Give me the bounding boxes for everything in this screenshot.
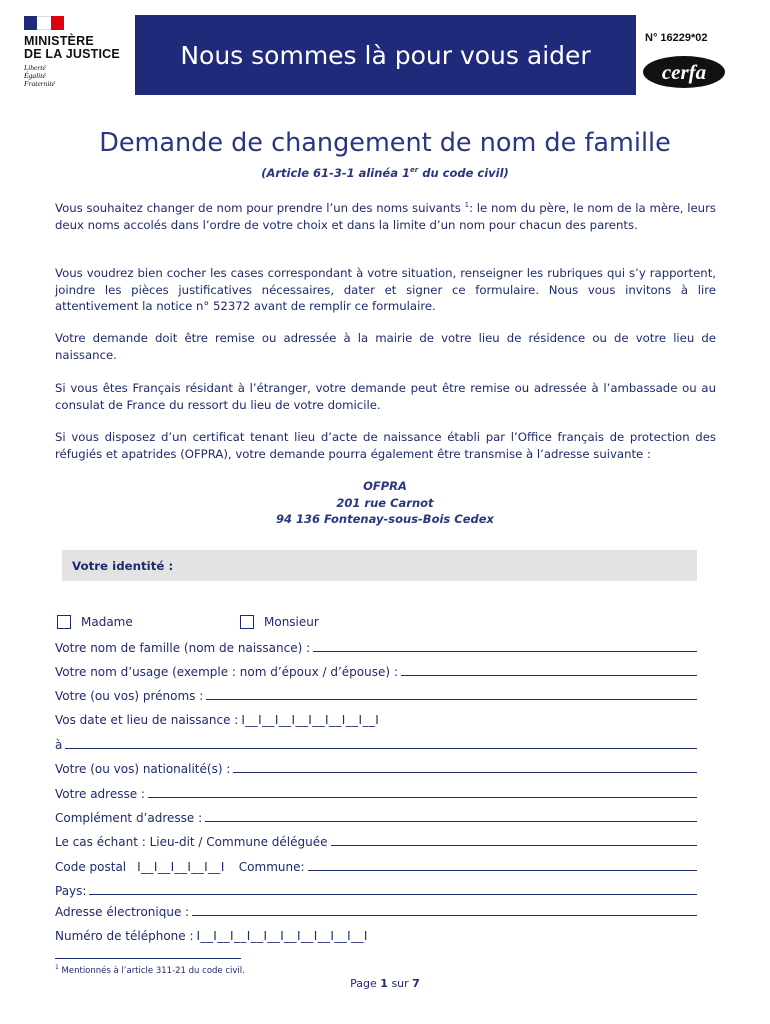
address-line-1: OFPRA (363, 479, 407, 493)
monsieur-checkbox[interactable] (240, 615, 254, 629)
flag-blue-stripe (24, 16, 37, 30)
motto-liberte: Liberté (24, 63, 46, 72)
complement-label: Complément d’adresse : (55, 811, 203, 825)
intro-paragraph-4: Si vous êtes Français résidant à l’étranger, votre demande peut être remise ou adressée à l’ambassade ou au consulat de France du ressort du lieu de votre domicile. (55, 381, 716, 412)
banner-text: Nous sommes là pour vous aider (180, 40, 591, 70)
commune-input-line[interactable] (308, 870, 697, 871)
commune-label: Commune: (238, 860, 305, 874)
flag-red-stripe (51, 16, 64, 30)
nom-usage-label: Votre nom d’usage (exemple : nom d’époux / d’épouse) : (55, 665, 398, 679)
intro-paragraph-3: Votre demande doit être remise ou adressée à la mairie de votre lieu de résidence ou de votre lieu de naissance. (55, 331, 716, 362)
intro-paragraph-1 (55, 200, 716, 233)
document-subtitle (0, 166, 770, 180)
field-nom-usage[interactable] (55, 661, 697, 679)
ministry-line-1: MINISTÈRE (24, 34, 94, 48)
nom-famille-input-line[interactable] (313, 651, 697, 652)
motto-egalite: Égalité (24, 71, 46, 80)
field-nationalite[interactable] (55, 758, 697, 776)
page-mid: sur (387, 977, 413, 990)
republique-flag-logo (24, 16, 64, 30)
flag-white-stripe (37, 16, 50, 30)
field-adresse[interactable] (55, 783, 697, 801)
cerfa-logo: cerfa (643, 56, 725, 88)
lieu-dit-label: Le cas échant : Lieu-dit / Commune déléguée (55, 835, 328, 849)
field-code-postal-commune[interactable] (55, 856, 697, 874)
telephone-label: Numéro de téléphone : (55, 929, 194, 943)
p1-text: Vous souhaitez changer de nom pour prendre l’un des noms suivants (55, 201, 465, 215)
p1-text-rest: : le nom du père, le nom de la mère, leurs deux noms accolés dans l’ordre de votre choix et dans la limite d’un nom pour chacun des parents. (55, 201, 716, 232)
address-line-2: 201 rue Carnot (336, 495, 434, 510)
address-line-3: 94 136 Fontenay-sous-Bois Cedex (276, 512, 494, 526)
footnote-divider (55, 958, 241, 959)
ministry-name (24, 35, 120, 61)
section-title: Votre identité : (72, 558, 174, 573)
naissance-label: Vos date et lieu de naissance : (55, 713, 239, 727)
field-email[interactable] (55, 901, 697, 919)
lieu-naissance-input-line[interactable] (65, 748, 697, 749)
code-postal-label: Code postal (55, 860, 127, 874)
cerfa-number: N° 16229*02 (645, 32, 708, 44)
intro-paragraph-5: Si vous disposez d’un certificat tenant lieu d’acte de naissance établi par l’Office français de protection des réfugiés et apatrides (OFPRA), votre demande pourra également être transmise à l’adresse suivante : (55, 430, 716, 461)
subtitle-post: du code civil) (418, 166, 509, 180)
field-nom-famille[interactable] (55, 637, 697, 655)
nationalite-label: Votre (ou vos) nationalité(s) : (55, 762, 231, 776)
field-complement[interactable] (55, 807, 697, 825)
nom-usage-input-line[interactable] (401, 675, 697, 676)
nom-famille-label: Votre nom de famille (nom de naissance) : (55, 641, 311, 655)
republic-motto (24, 64, 55, 88)
field-pays[interactable] (55, 880, 697, 898)
prenoms-label: Votre (ou vos) prénoms : (55, 689, 204, 703)
footnote-text: Mentionnés à l’article 311-21 du code civil. (58, 965, 245, 976)
field-telephone[interactable] (55, 925, 475, 943)
adresse-input-line[interactable] (148, 797, 697, 798)
field-lieu-dit[interactable] (55, 831, 697, 849)
email-input-line[interactable] (192, 915, 697, 916)
adresse-label: Votre adresse : (55, 787, 145, 801)
email-label: Adresse électronique : (55, 905, 190, 919)
monsieur-label: Monsieur (264, 615, 319, 629)
section-header-identite (62, 550, 697, 581)
telephone-boxes[interactable]: I__I__I__I__I__I__I__I__I__I__I (196, 929, 368, 943)
option-madame[interactable] (57, 613, 133, 631)
motto-fraternite: Fraternité (24, 79, 55, 88)
page-current: 1 (380, 977, 388, 990)
header-banner (135, 15, 636, 95)
pays-input-line[interactable] (89, 894, 697, 895)
option-monsieur[interactable] (240, 613, 319, 631)
field-lieu-naissance[interactable] (55, 734, 697, 752)
complement-input-line[interactable] (205, 821, 697, 822)
page-total: 7 (412, 977, 420, 990)
subtitle-pre: (Article 61-3-1 alinéa 1 (261, 166, 410, 180)
page-pre: Page (350, 977, 381, 990)
footnote (55, 964, 245, 976)
code-postal-boxes[interactable]: I__I__I__I__I__I (137, 860, 225, 874)
footnote-number: 1 (55, 964, 59, 971)
lieu-dit-input-line[interactable] (331, 845, 698, 846)
date-naissance-boxes[interactable]: I__I__I__I__I__I__I__I__I (241, 713, 380, 727)
field-date-naissance[interactable] (55, 709, 455, 727)
prenoms-input-line[interactable] (206, 699, 697, 700)
intro-paragraph-2: Vous voudrez bien cocher les cases correspondant à votre situation, renseigner les rubriques qui s’y rapportent, joindre les pièces justificatives nécessaires, dater et signer ce formulaire. Nous vous invitons à lire attentivement la notice n° 52372 avant de remplir ce formulaire. (55, 266, 716, 314)
pays-label: Pays: (55, 884, 87, 898)
field-prenoms[interactable] (55, 685, 697, 703)
document-title: Demande de changement de nom de famille (99, 128, 671, 158)
ofpra-address (0, 478, 770, 528)
subtitle-sup: er (410, 166, 419, 175)
ministry-line-2: DE LA JUSTICE (24, 47, 120, 61)
page-number (0, 977, 770, 990)
madame-label: Madame (81, 615, 133, 629)
lieu-label: à (55, 738, 63, 752)
footnote-ref: 1 (464, 201, 470, 210)
nationalite-input-line[interactable] (233, 772, 697, 773)
madame-checkbox[interactable] (57, 615, 71, 629)
